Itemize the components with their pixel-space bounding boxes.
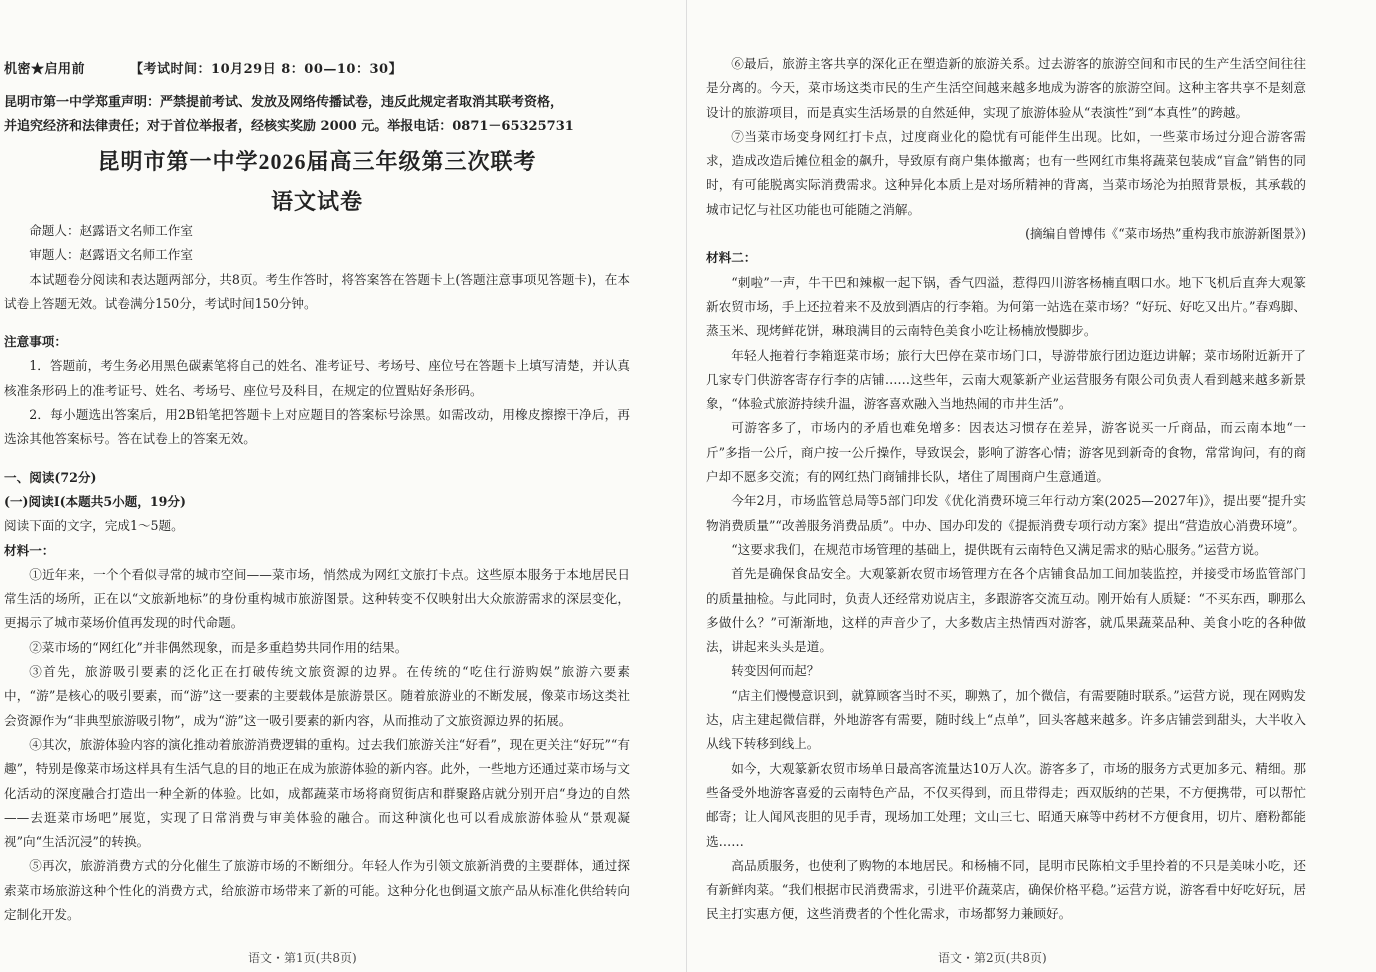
paragraph-3: ③首先，旅游吸引要素的泛化正在打破传统文旅资源的边界。在传统的“吃住行游购娱”旅游六要素中，“游”是核心的吸引要素，而“游”这一要素的主要载体是旅游景区。随着旅游业的不断发展，像菜市场这类社会资源作为“非典型旅游吸引物”，成为“游”这一吸引要素的新内容，从而推动了文旅资源边界的拓展。 (4, 664, 630, 728)
paragraph-2: ②菜市场的“网红化”并非偶然现象，而是多重趋势共同作用的结果。 (29, 639, 408, 655)
m2-paragraph-7: 转变因何而起？ (731, 663, 820, 679)
page-footer-right: 语文・第2页(共8页) (938, 951, 1047, 965)
m2-paragraph-8: “店主们慢慢意识到，就算顾客当时不买，聊熟了，加个微信，有需要随时联系。”运营方说，现在网购发达，店主建起微信群，外地游客有需要，随时线上“点单”，回头客越来越多。许多店铺尝到甜头，大半收入从线下转移到线上。 (706, 687, 1306, 752)
declaration-line-1: 昆明市第一中学郑重声明：严禁提前考试、发放及网络传播试卷，违反此规定者取消其联考资格， (4, 95, 564, 110)
exam-time: 【考试时间：10月29日 8：00—10：30】 (130, 62, 403, 77)
page-divider (686, 0, 687, 972)
m2-paragraph-9: 如今，大观篆新农贸市场单日最高客流量达10万人次。游客多了，市场的服务方式更加多元、精细。那些备受外地游客喜爱的云南特色产品，不仅买得到，而且带得走；西双版纳的芒果，不方便携带，可以帮忙邮寄；让人闻风丧胆的见手青，现场加工处理；文山三七、昭通天麻等中药材不方便食用，切片、磨粉都能选…… (706, 760, 1306, 849)
paragraph-1: ①近年来，一个个看似寻常的城市空间——菜市场，悄然成为网红文旅打卡点。这些原本服务于本地居民日常生活的场所，正在以“文旅新地标”的身份重构城市旅游图景。这种转变不仅映射出大众旅游需求的深层变化，更揭示了城市菜场价值再发现的时代命题。 (4, 566, 630, 631)
declaration-line-2: 并追究经济和法律责任；对于首位举报者，经核实奖励 2000 元。举报电话：0871－65325731 (4, 119, 574, 134)
m2-paragraph-2: 年轻人拖着行李箱逛菜市场；旅行大巴停在菜市场门口，导游带旅行团边逛边讲解；菜市场附近新开了几家专门供游客寄存行李的店铺……这些年，云南大观篆新产业运营服务有限公司负责人看到越来越多新景象，“体验式旅游持续升温，游客喜欢融入当地热闹的市井生活”。 (706, 347, 1306, 412)
note-1: 1．答题前，考生务必用黑色碳素笔将自己的姓名、准考证号、考场号、座位号在答题卡上填写清楚，并认真核准条形码上的准考证号、姓名、考场号、座位号及科目，在规定的位置贴好条形码。 (4, 358, 630, 398)
m2-paragraph-10: 高品质服务，也使利了购物的本地居民。和杨楠不同，昆明市民陈柏文手里拎着的不只是美味小吃，还有新鲜肉菜。“我们根据市民消费需求，引进平价蔬菜店，确保价格平稳。”运营方说，游客看中好吃好玩，居民主打实惠方便，这些消费者的个性化需求，市场都努力兼顾好。 (706, 857, 1306, 922)
instruction: 阅读下面的文字，完成1～5题。 (4, 518, 184, 534)
paragraph-6: ⑥最后，旅游主客共享的深化正在塑造新的旅游关系。过去游客的旅游空间和市民的生产生活空间往往是分离的。今天，菜市场这类市民的生产生活空间越来越多地成为游客的旅游空间。这种主客共享不是刻意设计的旅游项目，而是真实生活场景的自然延伸，实现了旅游体验从“表演性”到“本真性”的跨越。 (706, 56, 1306, 120)
page-right (688, 0, 1376, 972)
source-citation: (摘编自曾博伟《“菜市场热”重构我市旅游新图景》) (1025, 226, 1306, 242)
m2-paragraph-6: 首先是确保食品安全。大观篆新农贸市场管理方在各个店铺食品加工间加装监控，并接受市场监管部门的质量抽检。与此同时，负责人还经常劝说店主，多跟游客交流互动。刚开始有人质疑：“不买东西，聊那么多做什么？”可渐渐地，这样的声音少了，大多数店主热情西对游客，就瓜果蔬菜品种、美食小吃的各种做法，讲起来头头是道。 (706, 566, 1306, 655)
m2-paragraph-4: 今年2月，市场监管总局等5部门印发《优化消费环境三年行动方案(2025—2027年)》，提出要“提升实物消费质量”“改善服务消费品质”。中办、国办印发的《提振消费专项行动方案》提出“营造放心消费环境”。 (706, 493, 1306, 533)
exam-header (4, 58, 630, 77)
secret-label: 机密★启用前 (4, 62, 86, 77)
m2-paragraph-1: “刺啦”一声，牛干巴和辣椒一起下锅，香气四溢，惹得四川游客杨楠直咽口水。地下飞机后直奔大观篆新农贸市场，手上还拉着来不及放到酒店的行李箱。为何第一站选在菜市场？“好玩、好吃又出片。”春鸡脚、蒸玉米、现烤鲜花饼，琳琅满目的云南特色美食小吃让杨楠放慢脚步。 (706, 274, 1306, 339)
reviewer: 审题人：赵露语文名师工作室 (29, 247, 193, 263)
intro: 本试题卷分阅读和表达题两部分，共8页。考生作答时，将答案答在答题卡上(答题注意事项见答题卡)，在本试卷上答题无效。试卷满分150分，考试时间150分钟。 (4, 271, 630, 311)
page-footer-left: 语文・第1页(共8页) (248, 951, 357, 965)
section-reading: 一、阅读(72分) (4, 469, 97, 485)
paragraph-4: ④其次，旅游体验内容的演化推动着旅游消费逻辑的重构。过去我们旅游关注“好看”，现在更关注“好玩”“有趣”，特别是像菜市场这样具有生活气息的目的地正在成为旅游体验的新内容。此外，一些地方还通过菜市场与文化活动的深度融合打造出一种全新的体验。比如，成都蔬菜市场将商贸街店和群聚路店就分别开启“身边的自然——去逛菜市场吧”展览，实现了日常消费与审美体验的融合。而这种演化也可以看成旅游体验从“景观凝视”向“生活沉浸”的转换。 (4, 736, 630, 850)
m2-paragraph-3: 可游客多了，市场内的矛盾也难免增多：因表达习惯存在差异，游客说买一斤商品，而云南本地“一斤”多指一公斤，商户按一公斤操作，导致误会，影响了游客心情；游客见到新奇的食物，常常询问，有的商户却不愿多交流；有的网红热门商铺排长队，堵住了周围商户生意通道。 (706, 420, 1306, 485)
paragraph-5: ⑤再次，旅游消费方式的分化催生了旅游市场的不断细分。年轻人作为引领文旅新消费的主要群体，通过探索菜市场旅游这种个性化的消费方式，给旅游市场带来了新的可能。这种分化也倒逼文旅产品从标准化供给转向定制化开发。 (4, 858, 630, 923)
section-reading-1: (一)阅读Ⅰ(本题共5小题，19分) (4, 493, 186, 509)
paragraph-7: ⑦当菜市场变身网红打卡点，过度商业化的隐忧有可能伴生出现。比如，一些菜市场过分迎合游客需求，造成改造后摊位租金的飙升，导致原有商户集体撤离；也有一些网红市集将蔬菜包装成“盲盒”销售的同时，有可能脱离实际消费需求。这种异化本质上是对场所精神的背离，当菜市场沦为拍照背景板，其承载的城市记忆与社区功能也可能随之消解。 (706, 128, 1306, 217)
material-one-label: 材料一： (4, 542, 55, 558)
exam-title: 昆明市第一中学2026届高三年级第三次联考 (97, 149, 537, 174)
material-two-label: 材料二： (706, 250, 757, 266)
exam-subtitle: 语文试卷 (270, 189, 363, 214)
author: 命题人：赵露语文名师工作室 (29, 223, 193, 238)
m2-paragraph-5: “这要求我们，在规范市场管理的基础上，提供既有云南特色又满足需求的贴心服务。”运营方说。 (731, 541, 1267, 557)
notes-title: 注意事项： (4, 334, 67, 350)
note-2: 2．每小题选出答案后，用2B铅笔把答题卡上对应题目的答案标号涂黑。如需改动，用橡皮擦擦干净后，再选涂其他答案标号。答在试卷上的答案无效。 (4, 407, 630, 447)
